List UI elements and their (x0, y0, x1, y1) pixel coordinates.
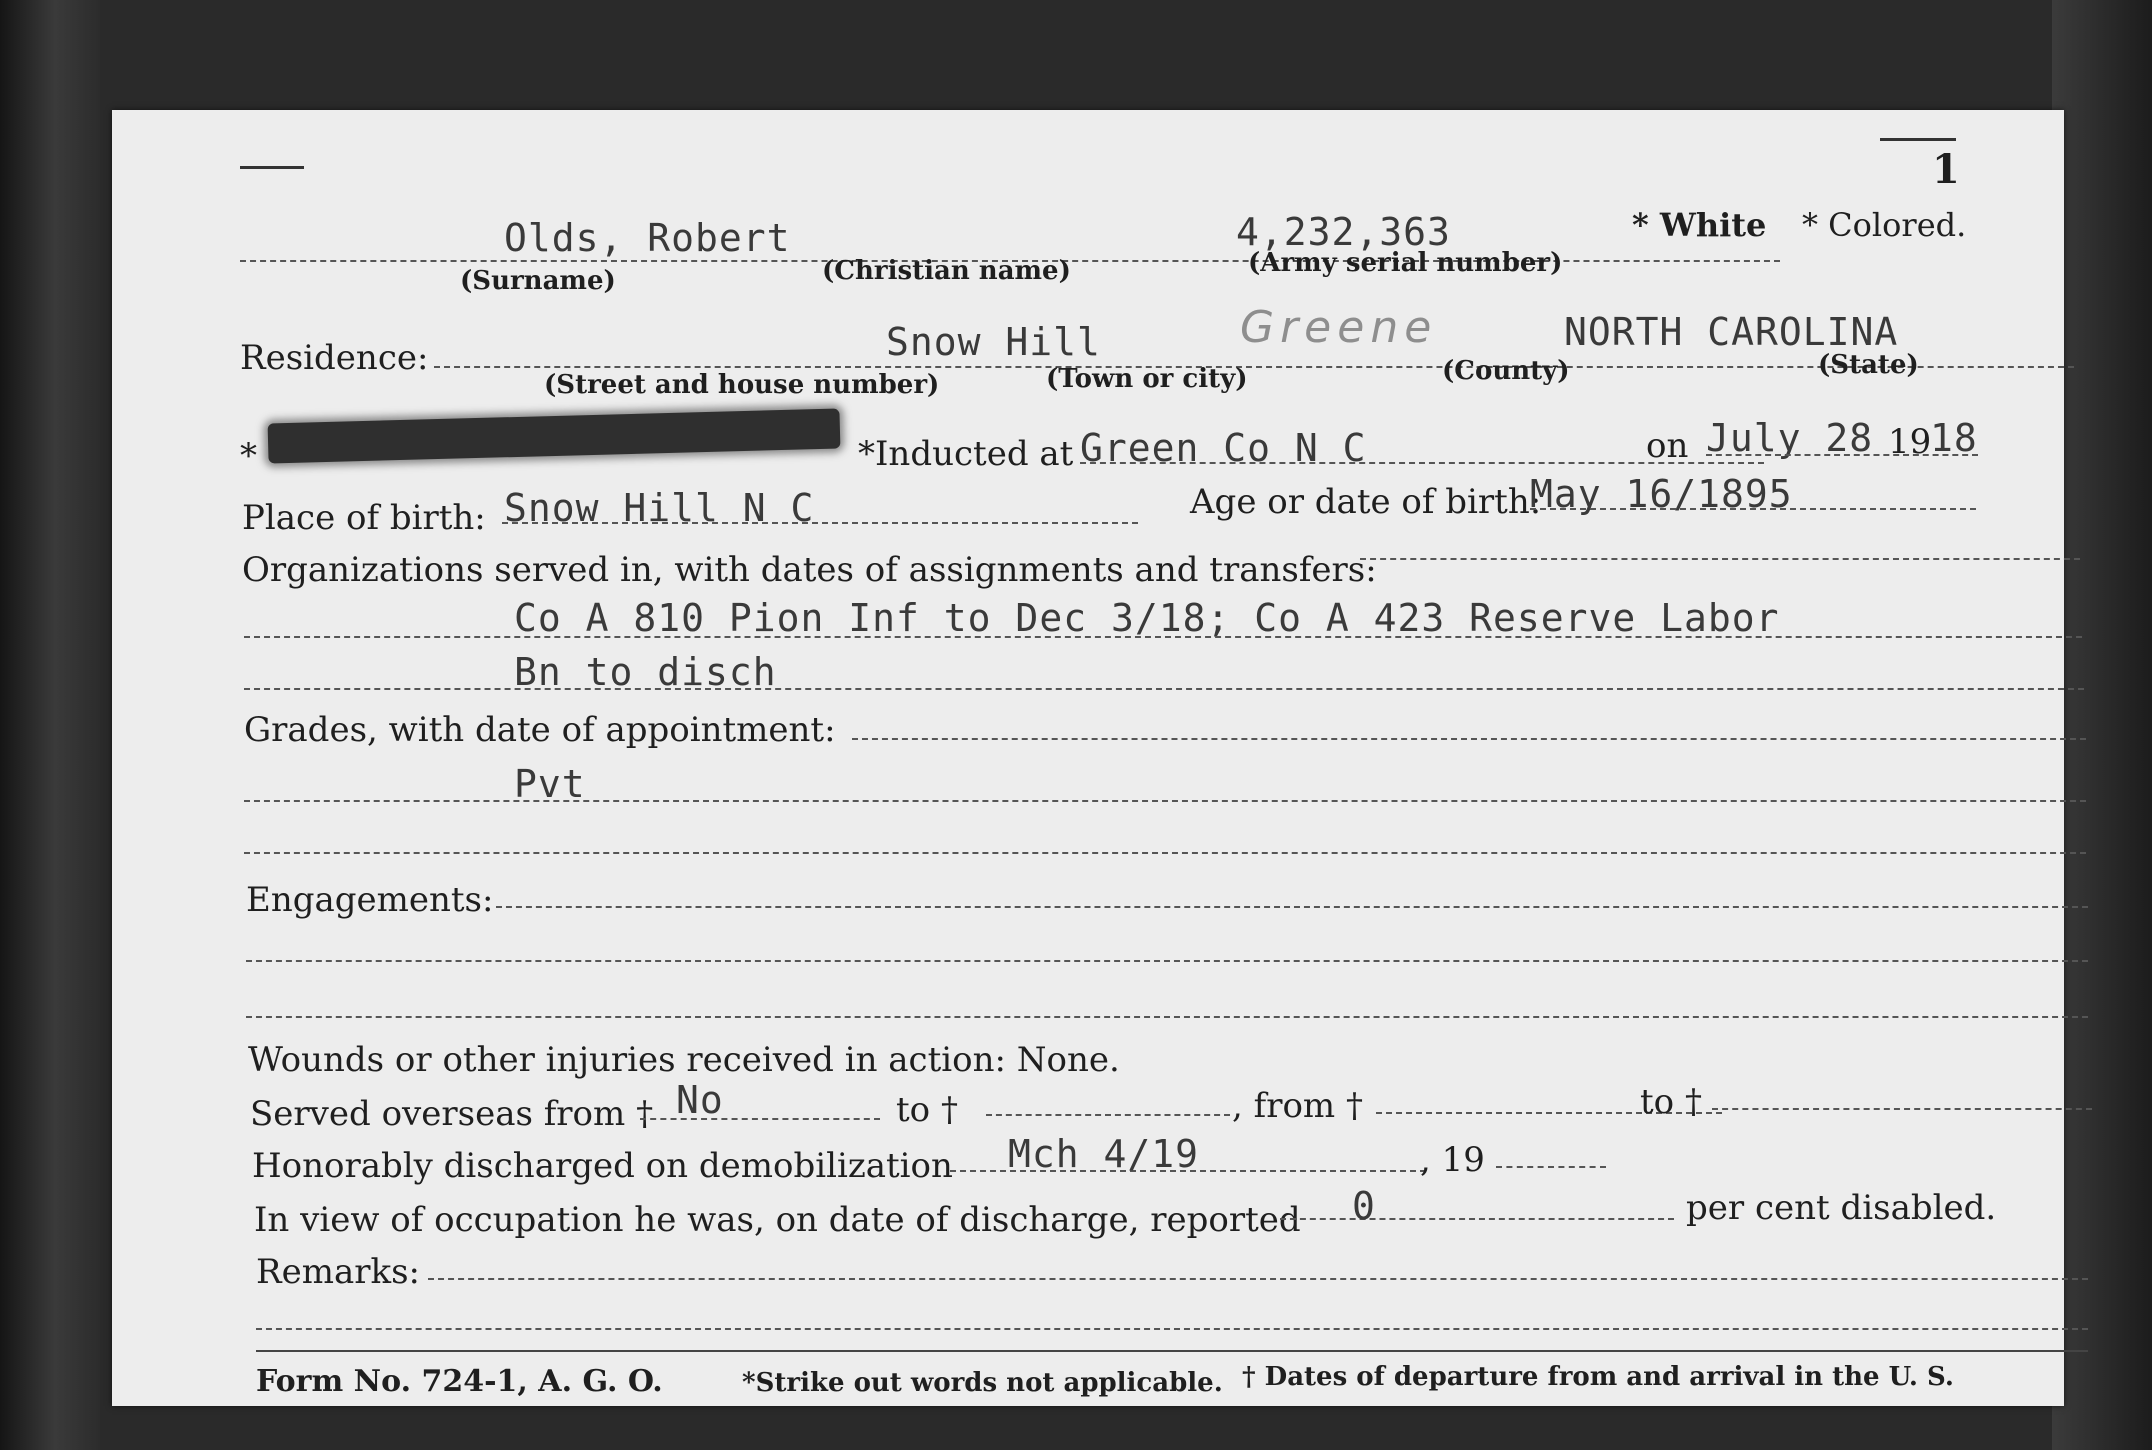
organizations-line-1 (244, 636, 2082, 638)
town-value: Snow Hill (886, 320, 1101, 364)
top-left-rule (240, 166, 304, 169)
street-caption: (Street and house number) (544, 370, 940, 400)
serial-number-value: 4,232,363 (1236, 210, 1451, 254)
overseas-from-value: No (676, 1078, 724, 1122)
town-caption: (Town or city) (1046, 364, 1248, 394)
organizations-value-line2: Bn to disch (514, 650, 777, 694)
state-value: NORTH CAROLINA (1564, 310, 1899, 354)
race-white-label: * White (1632, 206, 1767, 244)
grade-value: Pvt (514, 762, 586, 806)
surname-caption: (Surname) (460, 266, 616, 296)
remarks-label: Remarks: (256, 1252, 420, 1292)
inducted-date-line (1706, 454, 1978, 456)
year-prefix: 19 (1888, 422, 1932, 462)
discharged-label: Honorably discharged on demobilization (252, 1146, 953, 1186)
christian-name-caption: (Christian name) (822, 256, 1071, 286)
discharge-date-value: Mch 4/19 (1008, 1132, 1200, 1176)
birth-place-label: Place of birth: (242, 498, 486, 538)
strike-star: * (240, 436, 257, 476)
county-value: Greene (1240, 302, 1438, 353)
race-colored-label: * Colored. (1802, 206, 1967, 244)
residence-label: Residence: (240, 338, 429, 378)
discharge-year-label: , 19 (1420, 1140, 1485, 1180)
overseas-to-label: to † (896, 1090, 958, 1130)
inducted-place-value: Green Co N C (1080, 426, 1367, 470)
wounds-label: Wounds or other injuries received in action: None. (248, 1040, 1120, 1080)
organizations-line-0 (1360, 558, 2080, 560)
overseas-to2-line (1712, 1108, 2092, 1110)
grades-line-2 (244, 852, 2086, 854)
organizations-line-2 (244, 688, 2084, 690)
redaction-bar (268, 409, 841, 464)
discharge-year-line (1496, 1166, 1606, 1168)
grades-label: Grades, with date of appointment: (244, 710, 836, 750)
overseas-from2-label: , from † (1232, 1086, 1363, 1126)
overseas-to2-label: to † (1640, 1082, 1702, 1122)
form-number: Form No. 724-1, A. G. O. (256, 1364, 663, 1399)
engagements-line-1 (246, 960, 2088, 962)
inducted-year-value: 18 (1930, 416, 1978, 460)
overseas-to-line (986, 1114, 1230, 1116)
birth-place-line (502, 522, 1138, 524)
serial-caption: (Army serial number) (1248, 248, 1563, 278)
birth-date-value: May 16/1895 (1530, 472, 1793, 516)
engagements-line-2 (246, 1016, 2088, 1018)
grades-line-0 (852, 738, 2086, 740)
footer-rule (256, 1350, 2088, 1352)
remarks-line-1 (256, 1328, 2088, 1330)
state-caption: (State) (1818, 350, 1919, 380)
top-right-rule (1880, 138, 1956, 141)
scanner-frame-left (0, 0, 100, 1450)
remarks-line-0 (428, 1278, 2088, 1280)
occupation-label: In view of occupation he was, on date of discharge, reported (254, 1200, 1301, 1240)
service-record-card (112, 110, 2064, 1406)
on-label: on (1646, 426, 1689, 466)
grades-line-1 (244, 800, 2086, 802)
strike-note: *Strike out words not applicable. (742, 1368, 1223, 1398)
county-caption: (County) (1442, 356, 1570, 386)
inducted-label: *Inducted at (858, 434, 1074, 474)
card-number: 1 (1932, 146, 1960, 193)
disabled-value: 0 (1352, 1184, 1376, 1228)
birth-date-line (1530, 508, 1976, 510)
engagements-line-0 (496, 906, 2088, 908)
organizations-value-line1: Co A 810 Pion Inf to Dec 3/18; Co A 423 Reserve Labor (514, 596, 1780, 640)
organizations-label: Organizations served in, with dates of assignments and transfers: (242, 550, 1377, 590)
age-label: Age or date of birth: (1190, 482, 1542, 522)
birth-place-value: Snow Hill N C (504, 486, 815, 530)
inducted-date-value: July 28 (1706, 416, 1874, 460)
overseas-from-line (640, 1118, 880, 1120)
overseas-from-label: Served overseas from † (250, 1094, 654, 1134)
disabled-label: per cent disabled. (1686, 1188, 1997, 1228)
name-value: Olds, Robert (504, 216, 791, 260)
dates-note: † Dates of departure from and arrival in the U. S. (1242, 1362, 1954, 1392)
scanner-frame-right (2052, 0, 2152, 1450)
engagements-label: Engagements: (246, 880, 494, 920)
disabled-line (1280, 1218, 1674, 1220)
